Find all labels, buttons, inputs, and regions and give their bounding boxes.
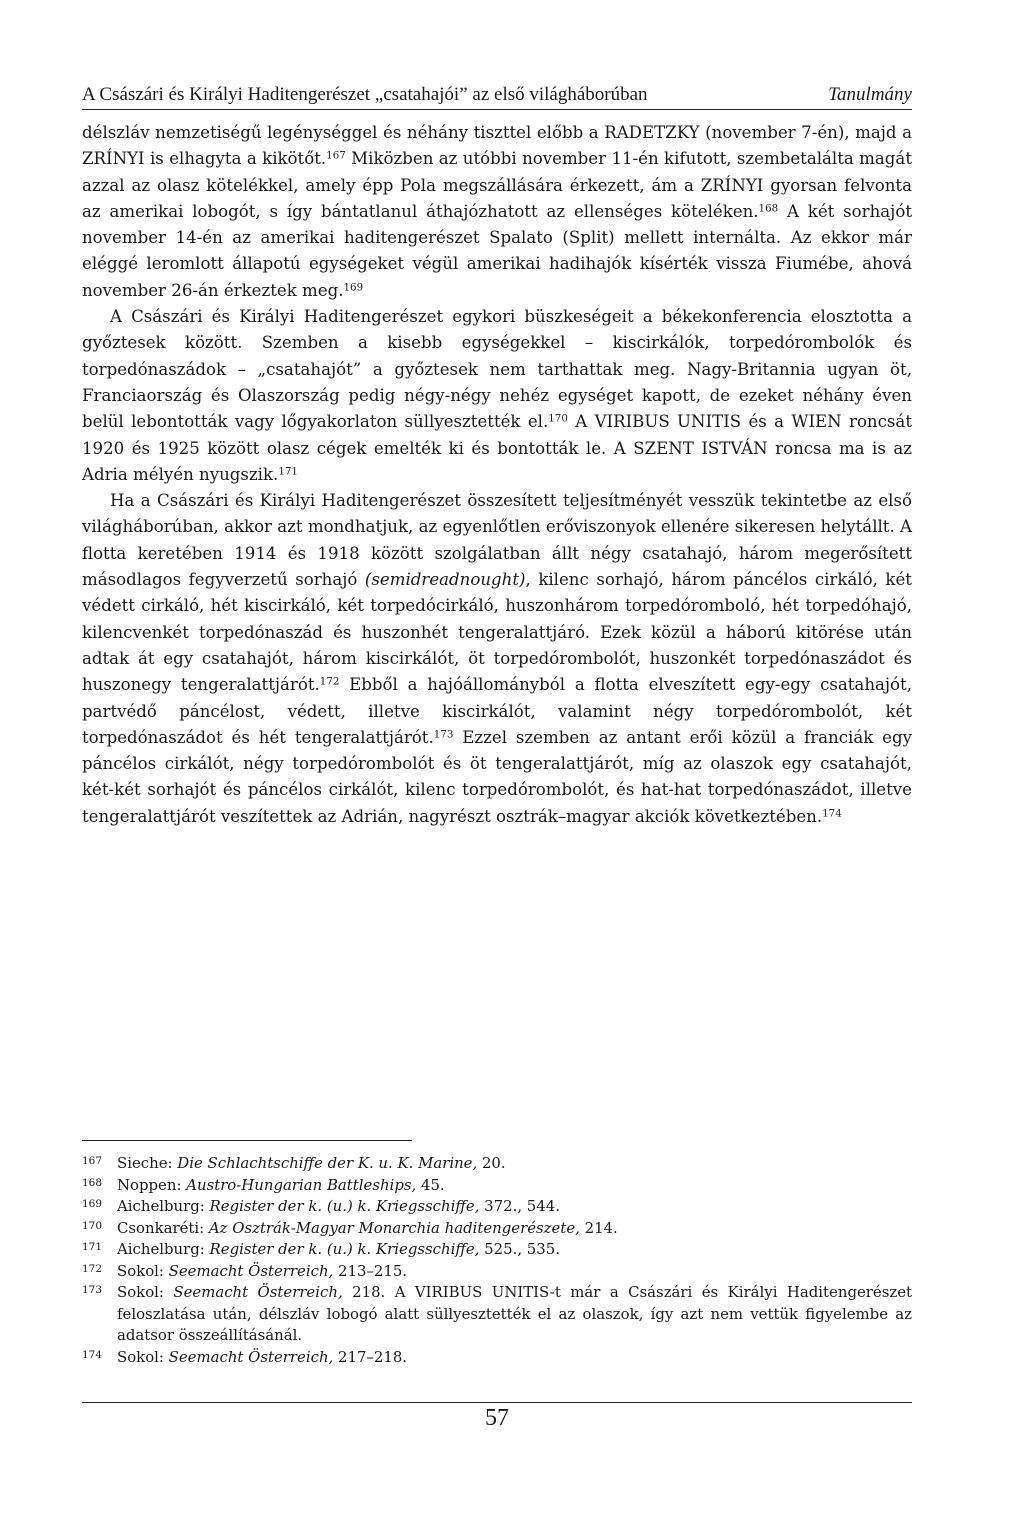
footnote-number: 173 — [82, 1284, 103, 1296]
footnote-number: 169 — [82, 1198, 103, 1210]
text-run: A két sorhajót november 14-én az amerikai haditengerészet Spalato (Split) mellett internálta. Az ekkor már eléggé leromlott állapotú egységeket végül amerikai hadihajók kísérték vissza Fiumébe, ahová november 26-án érkeztek meg. — [82, 201, 912, 300]
text-run: Miközben az utóbbi november 11-én kifutott, szembetalálta magát azzal az olasz kötelékkel, amely épp Pola megszállására érkezett, ám a ZRÍNYI gyorsan felvonta az amerikai lobogót, s így bántatlanul áthajózhatott az ellenséges köteléken. — [82, 149, 912, 221]
footnote — [82, 1196, 912, 1218]
running-title: A Császári és Királyi Haditengerészet „csatahajói” az első világháborúban — [82, 84, 648, 105]
italic-text: (semidreadnought) — [364, 570, 526, 590]
footnote-rule — [82, 1140, 412, 1141]
footnote-number: 168 — [82, 1176, 103, 1189]
footnote-text — [117, 1282, 912, 1347]
italic-text: Register der k. (u.) k. Kriegsschiffe, — [209, 1197, 480, 1215]
footnote-ref: 173 — [433, 728, 454, 741]
text-run: 217–218. — [333, 1347, 408, 1366]
footnote — [82, 1218, 912, 1240]
text-run: 45. — [416, 1175, 445, 1194]
text-run: Noppen: — [117, 1175, 187, 1194]
footnote — [82, 1282, 912, 1347]
italic-text: Seemacht Österreich, — [168, 1261, 334, 1280]
italic-text: Die Schlachtschiffe der K. u. K. Marine, — [177, 1154, 478, 1172]
footnote-ref: 171 — [278, 465, 298, 478]
text-run: Csonkaréti: — [117, 1218, 209, 1237]
text-run: 213–215. — [333, 1261, 408, 1280]
footnote-number: 170 — [82, 1219, 103, 1232]
text-run: A VIRIBUS UNITIS és a WIEN roncsát 1920 és 1925 között olasz cégek emelték ki és bontották le. A SZENT ISTVÁN roncsa ma is az Adria mélyén nyugszik. — [82, 412, 912, 484]
text-run: Sokol: — [117, 1261, 169, 1280]
text-run: , kilenc sorhajó, három páncélos cirkáló, két védett cirkáló, hét kiscirkáló, két torpedócirkáló, huszonhárom torpedóromboló, hét torpedóhajó, kilencvenkét torpedónaszád és huszonhét tengeralattjáró. Ezek közül a háború kitörése után adtak át egy csatahajót, három kiscirkálót, öt torpedórombolót, huszonkét torpedónaszádot és huszonegy tengeralattjárót. — [82, 570, 912, 695]
text-run: A Császári és Királyi Haditengerészet egykori büszkeségeit a békekonferencia elosztotta a győztesek között. Szemben a kisebb egységekkel – kiscirkálók, torpedórombolók és torpedónaszádok – „csatahajót” a győztesek nem tarthattak meg. Nagy-Britannia ugyan öt, Franciaország és Olaszország pedig négy-négy nehéz egységet kapott, de ezeket néhány éven belül lebontották vagy lőgyakorlaton süllyesztették el. — [82, 307, 912, 432]
text-run: 218. A VIRIBUS UNITIS-t már a Császári és Királyi Haditengerészet feloszlatása után, délszláv lobogó alatt süllyesztették el az olaszok, így azt nem vettük figyelembe az adatsor összeállításánál. — [117, 1283, 912, 1344]
paragraph — [82, 488, 912, 830]
italic-text: Seemacht Österreich, — [173, 1283, 343, 1301]
footnote — [82, 1153, 912, 1175]
footnote-text — [117, 1347, 912, 1369]
footnotes — [82, 1140, 912, 1368]
text-run: 525., 535. — [479, 1240, 560, 1258]
italic-text: Austro-Hungarian Battleships, — [186, 1175, 417, 1194]
footnote-list — [82, 1153, 912, 1368]
text-run: 20. — [477, 1154, 506, 1172]
footnote-ref: 168 — [758, 202, 779, 215]
footnote-number: 171 — [82, 1241, 103, 1253]
body-text — [82, 120, 912, 830]
text-run: 214. — [579, 1218, 618, 1237]
footnote-ref: 172 — [319, 675, 340, 688]
text-run: Sokol: — [117, 1347, 169, 1366]
paragraph — [82, 120, 912, 304]
footnote-text — [117, 1261, 912, 1283]
text-run: 372., 544. — [479, 1197, 560, 1215]
footnote-ref: 174 — [822, 807, 842, 820]
footnote-ref: 170 — [548, 412, 568, 425]
footnote-text — [117, 1239, 912, 1261]
italic-text: Register der k. (u.) k. Kriegsschiffe, — [209, 1240, 480, 1258]
page-number: 57 — [485, 1405, 509, 1431]
bottom-rule — [82, 1402, 912, 1403]
italic-text: Seemacht Österreich, — [168, 1347, 334, 1366]
footnote — [82, 1347, 912, 1369]
footnote-text — [117, 1218, 912, 1240]
text-run: Ezzel szemben az antant erői közül a franciák egy páncélos cirkálót, négy torpedórombolót és öt tengeralattjárót, míg az olaszok egy csatahajót, két-két sorhajót és páncélos cirkálót, kilenc torpedórombolót, és hat-hat torpedónaszádot, illetve tengeralattjárót veszítettek az Adrián, nagyrészt osztrák–magyar akciók következtében. — [82, 727, 912, 826]
footnote-ref: 167 — [326, 149, 346, 162]
footnote — [82, 1175, 912, 1197]
italic-text: Az Osztrák-Magyar Monarchia haditengerészete, — [208, 1218, 580, 1237]
footnote-number: 174 — [82, 1348, 103, 1361]
footnote-text — [117, 1175, 912, 1197]
footnote-number: 167 — [82, 1155, 103, 1167]
footnote — [82, 1239, 912, 1261]
footnote-text — [117, 1153, 912, 1175]
text-run: Ha a Császári és Királyi Haditengerészet összesített teljesítményét vesszük tekintetbe az első világháborúban, akkor azt mondhatjuk, az egyenlőtlen erőviszonyok ellenére sikeresen helytállt. A flotta keretében 1914 és 1918 között szolgálatban állt négy csatahajó, három megerősített másodlagos fegyverzetű sorhajó — [82, 491, 913, 590]
text-run: délszláv nemzetiségű legénységgel és néhány tiszttel előbb a RADETZKY (november 7-én), majd a ZRÍNYI is elhagyta a kikötőt. — [82, 123, 912, 169]
paragraph — [82, 304, 912, 488]
text-run: Ebből a hajóállományból a flotta elveszített egy-egy csatahajót, partvédő páncélost, védett, illetve kiscirkálót, valamint négy torpedórombolót, két torpedónaszádot és hét tengeralattjárót. — [82, 675, 912, 747]
page — [82, 84, 912, 830]
text-run: Sieche: — [117, 1154, 178, 1172]
footnote-ref: 169 — [343, 281, 364, 294]
text-run: Sokol: — [117, 1283, 174, 1301]
section-label: Tanulmány — [828, 84, 912, 105]
running-head — [82, 84, 912, 110]
text-run: Aichelburg: — [117, 1197, 210, 1215]
footnote — [82, 1261, 912, 1283]
footnote-number: 172 — [82, 1262, 103, 1275]
text-run: Aichelburg: — [117, 1240, 210, 1258]
footnote-text — [117, 1196, 912, 1218]
